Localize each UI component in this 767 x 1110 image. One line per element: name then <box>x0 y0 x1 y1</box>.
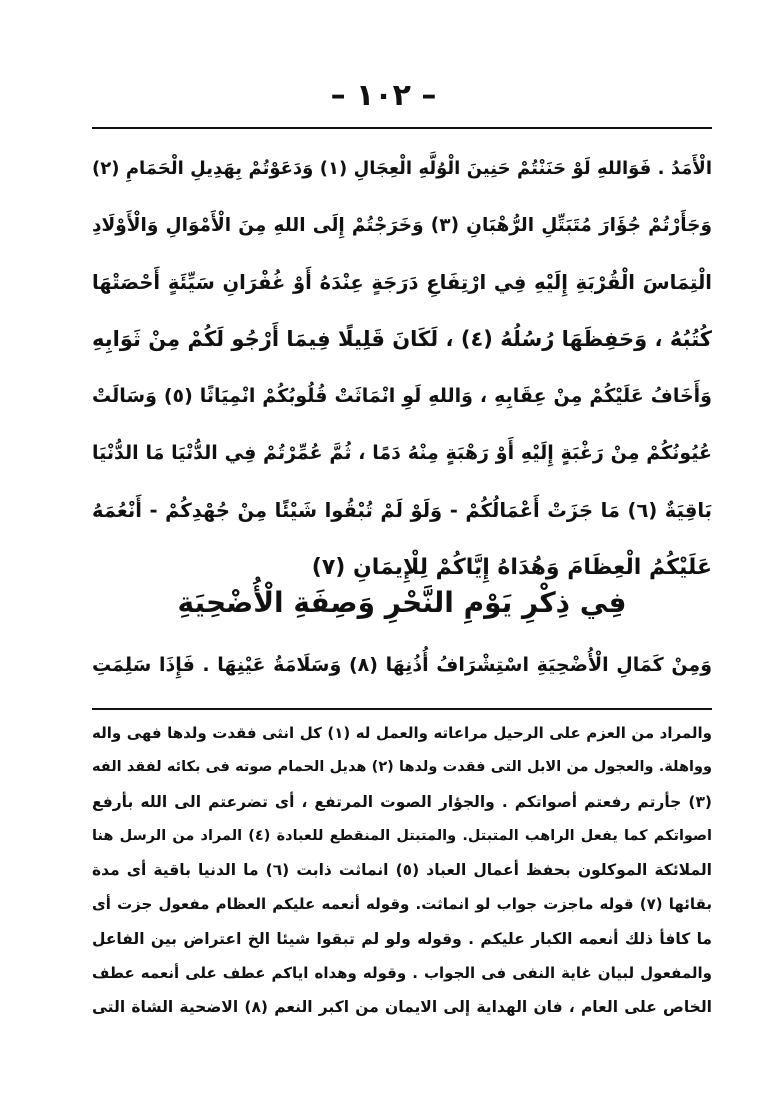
footnote-rule <box>92 708 712 710</box>
footnote-line: والمفعول لبيان غاية النفى فى الجواب . وقوله وهداه اياكم عطف على أنعمه عطف <box>92 964 712 983</box>
section-first-line: وَمِنْ كَمَالِ الْأُضْحِيَةِ اسْتِشْرَافُ أُذُنِهَا (٨) وَسَلَامَةُ عَيْنِهَا . فَإِذَا سَلِمَتِ <box>92 654 712 676</box>
footnote-line: اصواتكم كما يفعل الراهب المتبتل. والمتبتل المنقطع للعبادة (٤) المراد من الرسل هنا <box>92 827 712 844</box>
main-text-line: عَلَيْكُمُ الْعِظَامَ وَهُدَاهُ إِيَّاكُمْ لِلْإِيمَانِ (٧) <box>311 555 712 580</box>
main-text-line: بَاقِيَةٌ (٦) مَا جَزَتْ أَعْمَالُكُمْ - وَلَوْ لَمْ تُبْقُوا شَيْئًا مِنْ جُهْدِكُمْ - أَنْعُمَهُ <box>92 499 712 522</box>
header-rule <box>92 127 712 129</box>
footnote-line: الخاص على العام ، فان الهداية إلى الايمان من اكبر النعم (٨) الاضحية الشاة التى <box>92 998 712 1017</box>
main-text-line: عُيُونُكُمْ مِنْ رَغْبَةٍ إِلَيْهِ أَوْ رَهْبَةٍ مِنْهُ دَمًا ، ثُمَّ عُمِّرْتُمْ فِي الدُّنْيَا مَا الدُّنْيَا <box>92 442 712 464</box>
footnote-line: (٣) جأرتم رفعتم أصواتكم . والجؤار الصوت المرتفع ، أى تضرعتم الى الله بأرفع <box>92 792 712 811</box>
footnote-line: والمراد من العزم على الرحيل مراعاته والعمل له (١) كل انثى فقدت ولدها فهى واله <box>92 724 712 742</box>
main-text-line: وَجَأَرْتُمْ جُؤَارَ مُتَبَتِّلِ الرُّهْبَانِ (٣) وَخَرَجْتُمْ إِلَى اللهِ مِنَ الْأَمْوَالِ وَالْأَوْلَادِ <box>92 215 712 236</box>
main-text-line: وَأَخَافُ عَلَيْكُمْ مِنْ عِقَابِهِ ، وَاللهِ لَوِ انْمَاثَتْ قُلُوبُكُمْ انْمِيَاثًا (٥) وَسَالَتْ <box>92 385 712 407</box>
footnote-line: ما كافأ ذلك أنعمه الكبار عليكم . وقوله ولو لم تبقوا شيئا الخ اعتراض بين الفاعل <box>92 929 712 948</box>
section-heading: فِي ذِكْرِ يَوْمِ النَّحْرِ وَصِفَةِ الْأُضْحِيَةِ <box>177 586 627 619</box>
footnote-line: بقائها (٧) قوله ماجزت جواب لو انماثت. وقوله أنعمه عليكم العظام مفعول جزت أى <box>92 895 712 914</box>
page-number: – ١٠٢ – <box>330 78 437 113</box>
main-text-line: الْتِمَاسَ الْقُرْبَةِ إِلَيْهِ فِي ارْتِفَاعِ دَرَجَةٍ عِنْدَهُ أَوْ غُفْرَانِ سَيِّئَةٍ أَحْصَتْهَا <box>92 271 712 294</box>
footnote-line: وواهلة. والعجول من الابل التى فقدت ولدها (٢) هديل الحمام صوته فى بكائه لفقد الفه <box>92 759 712 776</box>
footnote-line: الملائكة الموكلون بحفظ أعمال العباد (٥) انماثت ذابت (٦) ما الدنيا باقية أى مدة <box>92 861 712 880</box>
footnotes-block <box>92 716 712 1025</box>
main-text-line: الْأَمَدُ . فَوَاللهِ لَوْ حَنَنْتُمْ حَنِينَ الْوُلَّهِ الْعِجَالِ (١) وَدَعَوْتُمْ بِهَدِيلِ الْحَمَامِ (٢) <box>92 158 712 179</box>
main-text-line: كُتُبُهُ ، وَحَفِظَهَا رُسُلُهُ (٤) ، لَكَانَ قَلِيلًا فِيمَا أَرْجُو لَكُمْ مِنْ ثَوَابِهِ <box>92 327 712 351</box>
main-text-block <box>92 140 712 596</box>
